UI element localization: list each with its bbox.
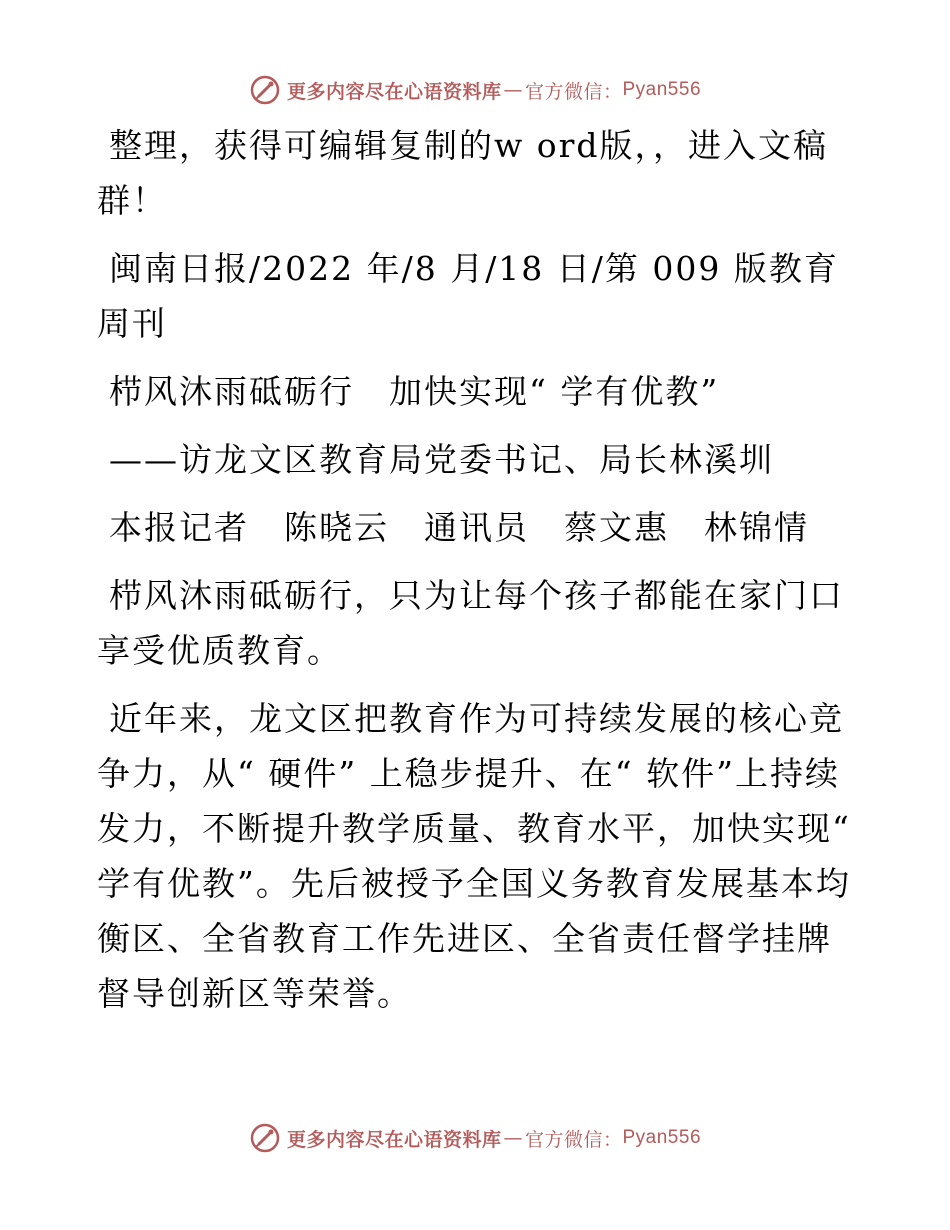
paragraph-body: 近年来，龙文区把教育作为可持续发展的核心竞争力，从“ 硬件” 上稳步提升、在“ 软件”上持续发力，不断提升教学质量、教育水平，加快实现“ 学有优教”。先后被授予全国义务教育发展基本均衡区、全省教育工作先进区、全省责任督学挂牌督导创新区等荣誉。: [97, 699, 851, 1013]
watermark-official: 官方微信：: [524, 80, 623, 103]
watermark-wechat-id: Pyan556: [622, 79, 702, 100]
document-body: [97, 118, 857, 1034]
footer-watermark: [0, 1118, 950, 1158]
watermark-official: 官方微信：: [524, 1128, 623, 1151]
article-subtitle: ——访龙文区教育局党委书记、局长林溪圳: [109, 440, 774, 479]
logo-icon: [249, 1122, 281, 1154]
header-watermark: [0, 70, 950, 110]
watermark-separator: —: [503, 1127, 523, 1149]
watermark-brand: 更多内容尽在心语资料库: [286, 80, 502, 103]
article-title: 栉风沐雨砥砺行 加快实现“ 学有优教”: [109, 372, 720, 411]
article-byline: 本报记者 陈晓云 通讯员 蔡文惠 林锦情: [109, 508, 809, 547]
watermark-brand: 更多内容尽在心语资料库: [286, 1128, 502, 1151]
logo-icon: [249, 74, 281, 106]
watermark-wechat-id: Pyan556: [622, 1127, 702, 1148]
paragraph-lead: 栉风沐雨砥砺行，只为让每个孩子都能在家门口享受优质教育。: [97, 576, 844, 670]
paragraph-source: 闽南日报/2022 年/8 月/18 日/第 009 版教育周刊: [97, 249, 839, 343]
paragraph-intro: 整理，获得可编辑复制的w ord版，，进入文稿群！: [97, 126, 829, 220]
watermark-separator: —: [503, 79, 523, 101]
